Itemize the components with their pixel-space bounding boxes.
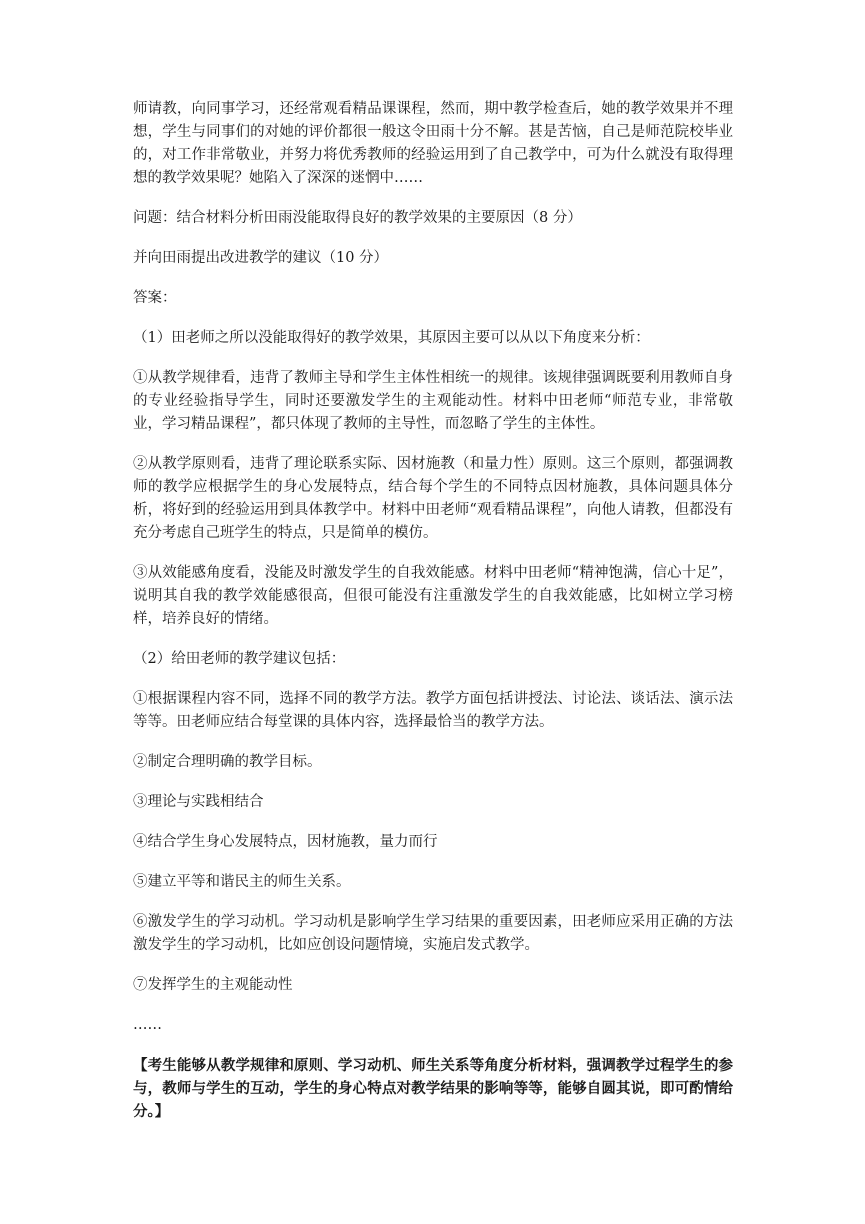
part2-heading: （2）给田老师的教学建议包括： xyxy=(133,651,346,667)
question-line-1: 问题：结合材料分析田雨没能取得良好的教学效果的主要原因（8 分） xyxy=(133,210,582,226)
part2-item-4: ④结合学生身心发展特点，因材施教，量力而行 xyxy=(133,834,438,850)
part2-item-7: ⑦发挥学生的主观能动性 xyxy=(133,977,293,993)
scoring-note: 【考生能够从教学规律和原则、学习动机、师生关系等角度分析材料，强调教学过程学生的参与，教师与学生的互动，学生的身心特点对教学结果的影响等等，能够自圆其说，即可酌情给分。】 xyxy=(133,1057,733,1120)
part2-item-2: ②制定合理明确的教学目标。 xyxy=(133,754,322,770)
part1-heading: （1）田老师之所以没能取得好的教学效果，其原因主要可以从以下角度来分析： xyxy=(133,330,650,346)
document-page xyxy=(133,98,733,1140)
ellipsis: …… xyxy=(133,1017,162,1033)
part1-item-2: ②从教学原则看，违背了理论联系实际、因材施教（和量力性）原则。这三个原则，都强调教师的教学应根据学生的身心发展特点，结合每个学生的不同特点因材施教，具体问题具体分析，将好到的经验运用到具体教学中。材料中田老师“观看精品课程”，向他人请教，但都没有充分考虑自己班学生的特点，只是简单的模仿。 xyxy=(133,456,733,541)
part2-item-3: ③理论与实践相结合 xyxy=(133,794,264,810)
part2-item-6: ⑥激发学生的学习动机。学习动机是影响学生学习结果的重要因素，田老师应采用正确的方法激发学生的学习动机，比如应创设问题情境，实施启发式教学。 xyxy=(133,914,733,953)
part2-item-1: ①根据课程内容不同，选择不同的教学方法。教学方面包括讲授法、讨论法、谈话法、演示法等等。田老师应结合每堂课的具体内容，选择最恰当的教学方法。 xyxy=(133,691,733,730)
part1-item-1: ①从教学规律看，违背了教师主导和学生主体性相统一的规律。该规律强调既要利用教师自身的专业经验指导学生，同时还要激发学生的主观能动性。材料中田老师“师范专业，非常敬业，学习精品课程”，都只体现了教师的主导性，而忽略了学生的主体性。 xyxy=(133,370,733,432)
part1-item-3: ③从效能感角度看，没能及时激发学生的自我效能感。材料中田老师“精神饱满，信心十足”，说明其自我的教学效能感很高，但很可能没有注重激发学生的自我效能感，比如树立学习榜样，培养良好的情绪。 xyxy=(133,565,733,627)
answer-label: 答案： xyxy=(133,290,177,306)
part2-item-5: ⑤建立平等和谐民主的师生关系。 xyxy=(133,874,351,890)
material-paragraph: 师请教，向同事学习，还经常观看精品课课程，然而，期中教学检查后，她的教学效果并不理想，学生与同事们的对她的评价都很一般这令田雨十分不解。甚是苦恼，自己是师范院校毕业的，对工作非常敬业，并努力将优秀教师的经验运用到了自己教学中，可为什么就没有取得理想的教学效果呢？她陷入了深深的迷惘中…… xyxy=(133,101,733,186)
question-line-2: 并向田雨提出改进教学的建议（10 分） xyxy=(133,250,389,266)
